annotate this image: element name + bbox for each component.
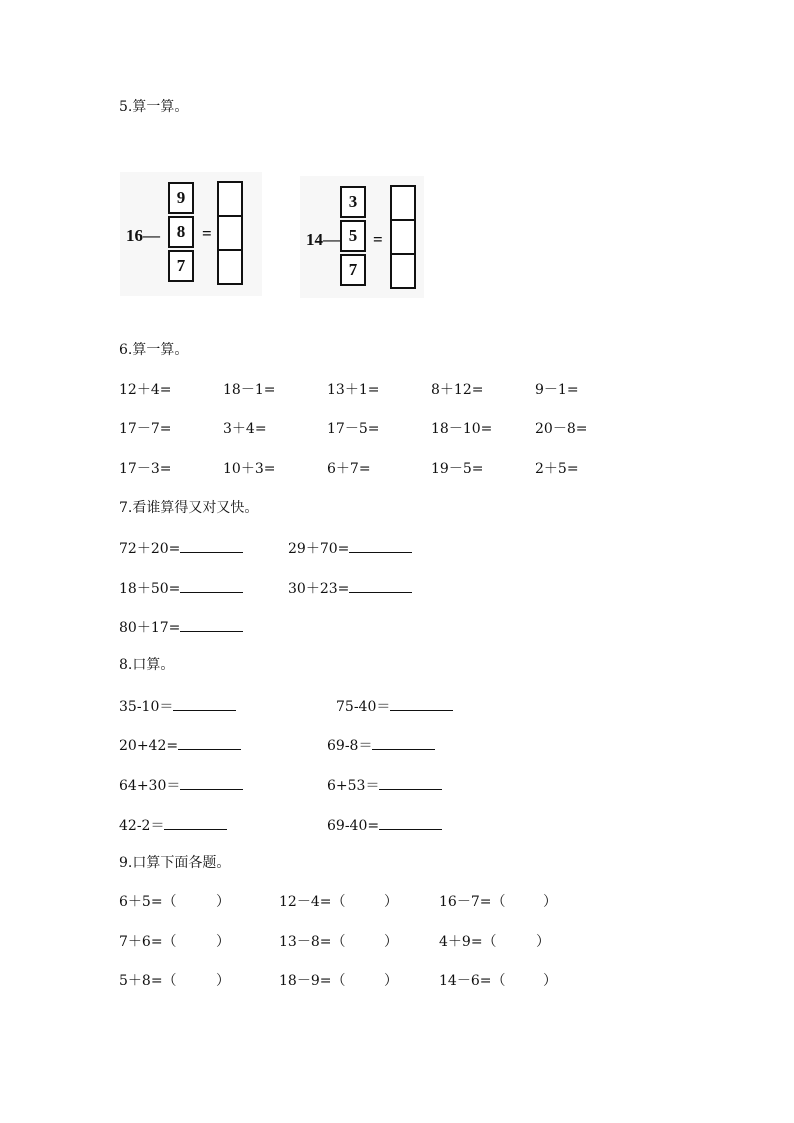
problem-text: 20+42= xyxy=(119,738,179,754)
answer-blank xyxy=(180,538,243,553)
answer-blank xyxy=(173,696,236,711)
problem: 5＋8=（ xyxy=(119,973,177,989)
problem-text: 6+53＝ xyxy=(327,778,380,794)
problem: 17－7= xyxy=(119,421,172,437)
answer-blank xyxy=(180,617,243,632)
answer-blank xyxy=(349,578,412,593)
problem: 13＋1= xyxy=(327,382,380,398)
answer-blank xyxy=(379,775,442,790)
problem: 18－1= xyxy=(223,382,276,398)
subtrahend-box: 7 xyxy=(340,254,366,286)
problem: 18－10= xyxy=(431,421,493,437)
problem: 7＋6=（ xyxy=(119,934,177,950)
problem xyxy=(119,538,243,558)
problem xyxy=(119,775,243,795)
answer-blank xyxy=(180,775,243,790)
section-7-title: 7.看谁算得又对又快。 xyxy=(119,500,259,516)
subtrahend-box: 9 xyxy=(168,182,194,214)
problem xyxy=(336,696,453,716)
problem-text: 35-10＝ xyxy=(119,699,174,715)
problem: 9－1= xyxy=(535,382,579,398)
problem xyxy=(119,578,243,598)
problem: 2＋5= xyxy=(535,461,579,477)
bracket-close: ） xyxy=(543,894,557,910)
section-6-title: 6.算一算。 xyxy=(119,342,189,358)
problem xyxy=(327,815,442,835)
bracket-close: ） xyxy=(384,934,398,950)
bracket-close: ） xyxy=(536,934,550,950)
subtrahend-box: 8 xyxy=(168,216,194,248)
problem: 4＋9=（ xyxy=(439,934,497,950)
problem: 12－4=（ xyxy=(279,894,346,910)
bracket-close: ） xyxy=(384,973,398,989)
problem-text: 75-40＝ xyxy=(336,699,391,715)
answer-box xyxy=(217,181,243,217)
section-5-title: 5.算一算。 xyxy=(119,99,189,115)
subtrahend-box: 5 xyxy=(340,220,366,252)
problem-text: 42-2＝ xyxy=(119,818,165,834)
answer-blank xyxy=(180,578,243,593)
problem-text: 69-8＝ xyxy=(327,738,373,754)
equals-sign: = xyxy=(373,230,383,249)
problem: 16－7=（ xyxy=(439,894,506,910)
answer-blank xyxy=(379,815,442,830)
subtrahend-box: 7 xyxy=(168,250,194,282)
problem: 17－3= xyxy=(119,461,172,477)
subtraction-figure-1 xyxy=(120,172,262,296)
problem: 10＋3= xyxy=(223,461,276,477)
problem: 12＋4= xyxy=(119,382,172,398)
answer-blank xyxy=(178,735,241,750)
problem-text: 80＋17= xyxy=(119,620,181,636)
problem xyxy=(119,815,227,835)
answer-blank xyxy=(390,696,453,711)
answer-box xyxy=(390,185,416,221)
answer-blank xyxy=(372,735,435,750)
minuend-label: 14— xyxy=(306,230,340,249)
problem-text: 18＋50= xyxy=(119,581,181,597)
problem xyxy=(327,735,435,755)
problem xyxy=(119,735,241,755)
problem: 6＋5=（ xyxy=(119,894,177,910)
problem: 6＋7= xyxy=(327,461,371,477)
problem: 3＋4= xyxy=(223,421,267,437)
problem-text: 72＋20= xyxy=(119,541,181,557)
answer-box xyxy=(217,215,243,251)
bracket-close: ） xyxy=(216,934,230,950)
problem: 17－5= xyxy=(327,421,380,437)
problem xyxy=(288,578,412,598)
section-9-title: 9.口算下面各题。 xyxy=(119,855,231,871)
problem-text: 64+30＝ xyxy=(119,778,181,794)
problem: 18－9=（ xyxy=(279,973,346,989)
subtrahend-box: 3 xyxy=(340,186,366,218)
answer-box xyxy=(390,219,416,255)
answer-blank xyxy=(349,538,412,553)
problem xyxy=(327,775,442,795)
problem-text: 30＋23= xyxy=(288,581,350,597)
problem xyxy=(119,696,236,716)
bracket-close: ） xyxy=(384,894,398,910)
problem: 8＋12= xyxy=(431,382,484,398)
problem: 14－6=（ xyxy=(439,973,506,989)
minuend-label: 16— xyxy=(126,226,160,245)
bracket-close: ） xyxy=(543,973,557,989)
section-8-title: 8.口算。 xyxy=(119,657,175,673)
problem xyxy=(119,617,243,637)
problem: 19－5= xyxy=(431,461,484,477)
answer-blank xyxy=(164,815,227,830)
answer-box xyxy=(217,249,243,285)
equals-sign: = xyxy=(202,224,212,243)
problem: 13－8=（ xyxy=(279,934,346,950)
problem-text: 29＋70= xyxy=(288,541,350,557)
problem: 20－8= xyxy=(535,421,588,437)
subtraction-figure-2 xyxy=(300,176,424,298)
problem xyxy=(288,538,412,558)
bracket-close: ） xyxy=(216,894,230,910)
problem-text: 69-40= xyxy=(327,818,380,834)
bracket-close: ） xyxy=(216,973,230,989)
answer-box xyxy=(390,253,416,289)
